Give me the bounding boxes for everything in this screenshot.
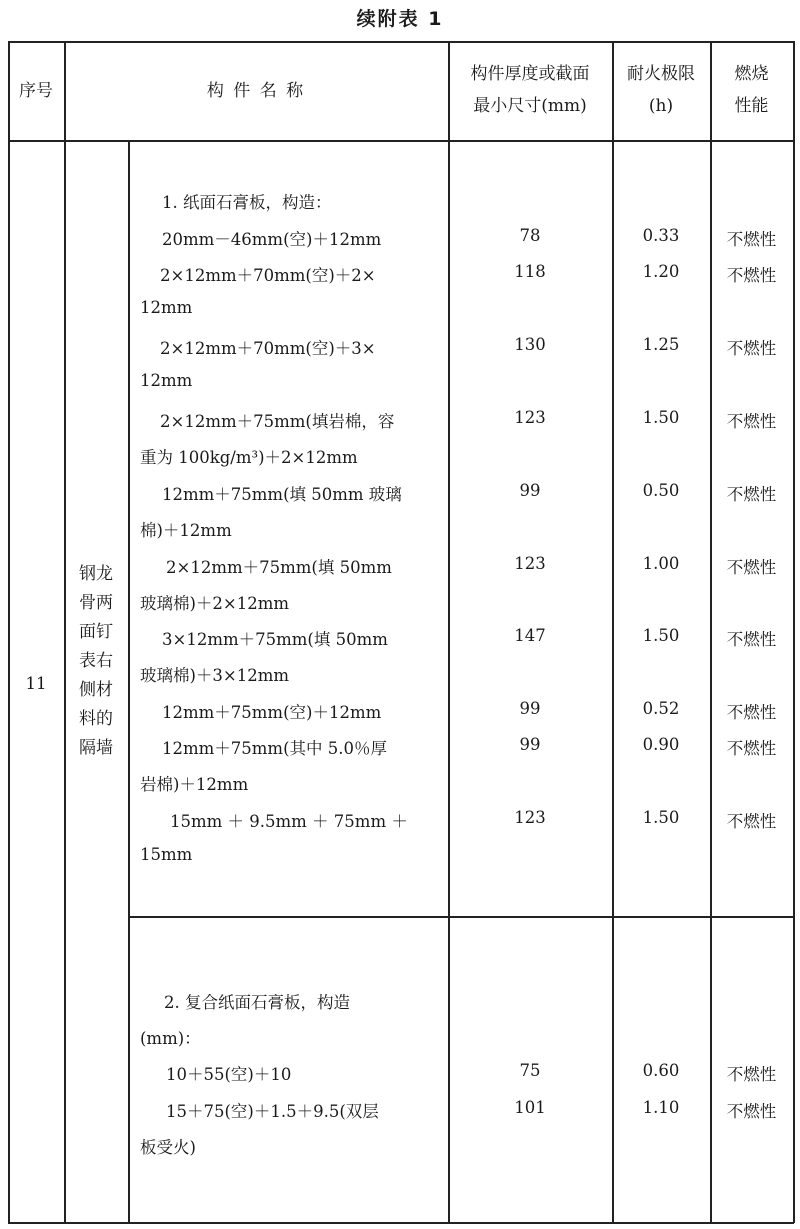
entry-burn-rating: 不燃性 (726, 412, 777, 431)
entry-text-cont: 玻璃棉)＋3×12mm (140, 666, 290, 685)
entry-thickness: 130 (514, 335, 546, 354)
entry-thickness: 99 (519, 699, 541, 718)
entry-text: 15mm ＋ 9.5mm ＋ 75mm ＋ (170, 812, 408, 831)
entry-text-cont: 板受火) (140, 1138, 196, 1157)
entry-text-cont: 玻璃棉)＋2×12mm (140, 594, 290, 613)
entry-fire-limit: 1.50 (642, 626, 680, 645)
entry-text: 12mm＋75mm(其中 5.0％厚 (162, 739, 387, 758)
entry-thickness: 75 (519, 1061, 541, 1080)
entry-text-cont: 12mm (140, 371, 193, 390)
header-thickness-2: 最小尺寸(mm) (473, 96, 587, 116)
section-divider (128, 916, 794, 918)
entry-text: 20mm－46mm(空)＋12mm (162, 230, 382, 249)
entry-text-cont: 12mm (140, 298, 193, 317)
section1-heading: 1. 纸面石膏板，构造： (162, 193, 332, 212)
header-name: 构 件 名 称 (206, 81, 306, 101)
entry-burn-rating: 不燃性 (726, 230, 777, 249)
header-fire-1: 耐火极限 (627, 64, 695, 84)
category-line: 面钉 (79, 622, 113, 642)
entry-fire-limit: 0.60 (642, 1061, 680, 1080)
header-seq: 序号 (19, 81, 53, 101)
entry-thickness: 123 (514, 554, 546, 573)
table-top-border (8, 41, 794, 43)
entry-thickness: 99 (519, 735, 541, 754)
entry-fire-limit: 1.10 (642, 1098, 680, 1117)
entry-burn-rating: 不燃性 (726, 630, 777, 649)
category-line: 骨两 (79, 593, 113, 613)
entry-text: 2×12mm＋70mm(空)＋2× (160, 266, 376, 285)
entry-burn-rating: 不燃性 (726, 1102, 777, 1121)
entry-text: 3×12mm＋75mm(填 50mm (162, 630, 388, 649)
entry-fire-limit: 1.20 (642, 262, 680, 281)
entry-thickness: 101 (514, 1098, 546, 1117)
category-line: 侧材 (79, 680, 113, 700)
entry-text: 2×12mm＋75mm(填 50mm (166, 558, 392, 577)
entry-text: 10＋55(空)＋10 (166, 1065, 292, 1084)
entry-text-cont: 棉)＋12mm (140, 521, 232, 540)
entry-text-cont: 重为 100kg/m³)＋2×12mm (140, 448, 358, 467)
entry-fire-limit: 0.50 (642, 481, 680, 500)
entry-text: 2×12mm＋70mm(空)＋3× (160, 339, 376, 358)
row-number: 11 (25, 674, 47, 693)
entry-text: 12mm＋75mm(填 50mm 玻璃 (162, 485, 402, 504)
entry-burn-rating: 不燃性 (726, 266, 777, 285)
entry-text-cont: (mm)： (140, 1029, 201, 1048)
entry-thickness: 99 (519, 481, 541, 500)
entry-text-cont: 岩棉)＋12mm (140, 775, 249, 794)
entry-fire-limit: 1.25 (642, 335, 680, 354)
entry-text: 12mm＋75mm(空)＋12mm (162, 703, 382, 722)
header-burn-2: 性能 (734, 96, 769, 116)
entry-thickness: 123 (514, 408, 546, 427)
entry-fire-limit: 1.50 (642, 808, 680, 827)
col-divider-category (128, 140, 130, 1223)
table-title: 续附表 1 (356, 8, 444, 30)
category-line: 隔墙 (79, 738, 113, 758)
table-right-border (793, 41, 795, 1223)
entry-thickness: 118 (514, 262, 546, 281)
entry-burn-rating: 不燃性 (726, 485, 777, 504)
entry-thickness: 78 (519, 226, 541, 245)
entry-fire-limit: 1.50 (642, 408, 680, 427)
header-thickness-1: 构件厚度或截面 (470, 64, 590, 84)
table-left-border (8, 41, 10, 1223)
entry-burn-rating: 不燃性 (726, 339, 777, 358)
category-line: 钢龙 (79, 564, 113, 584)
entry-burn-rating: 不燃性 (726, 812, 777, 831)
category-cell (76, 560, 116, 763)
entry-fire-limit: 0.33 (642, 226, 680, 245)
entry-thickness: 147 (514, 626, 546, 645)
entry-fire-limit: 0.90 (642, 735, 680, 754)
entry-text: 15＋75(空)＋1.5＋9.5(双层 (166, 1102, 379, 1121)
section2-heading: 2. 复合纸面石膏板，构造 (164, 993, 350, 1012)
entry-burn-rating: 不燃性 (726, 739, 777, 758)
entry-text: 2×12mm＋75mm(填岩棉，容 (160, 412, 395, 431)
category-line: 表右 (79, 651, 113, 671)
header-bottom-border (8, 140, 794, 142)
category-line: 料的 (79, 709, 113, 729)
table-bottom-border (8, 1222, 794, 1224)
entry-burn-rating: 不燃性 (726, 1065, 777, 1084)
entry-thickness: 123 (514, 808, 546, 827)
entry-fire-limit: 1.00 (642, 554, 680, 573)
header-burn-1: 燃烧 (734, 64, 769, 84)
header-fire-2: (h) (648, 96, 674, 116)
col-divider-seq (64, 41, 66, 1223)
entry-fire-limit: 0.52 (642, 699, 680, 718)
entry-burn-rating: 不燃性 (726, 558, 777, 577)
entry-burn-rating: 不燃性 (726, 703, 777, 722)
entry-text-cont: 15mm (140, 845, 193, 864)
